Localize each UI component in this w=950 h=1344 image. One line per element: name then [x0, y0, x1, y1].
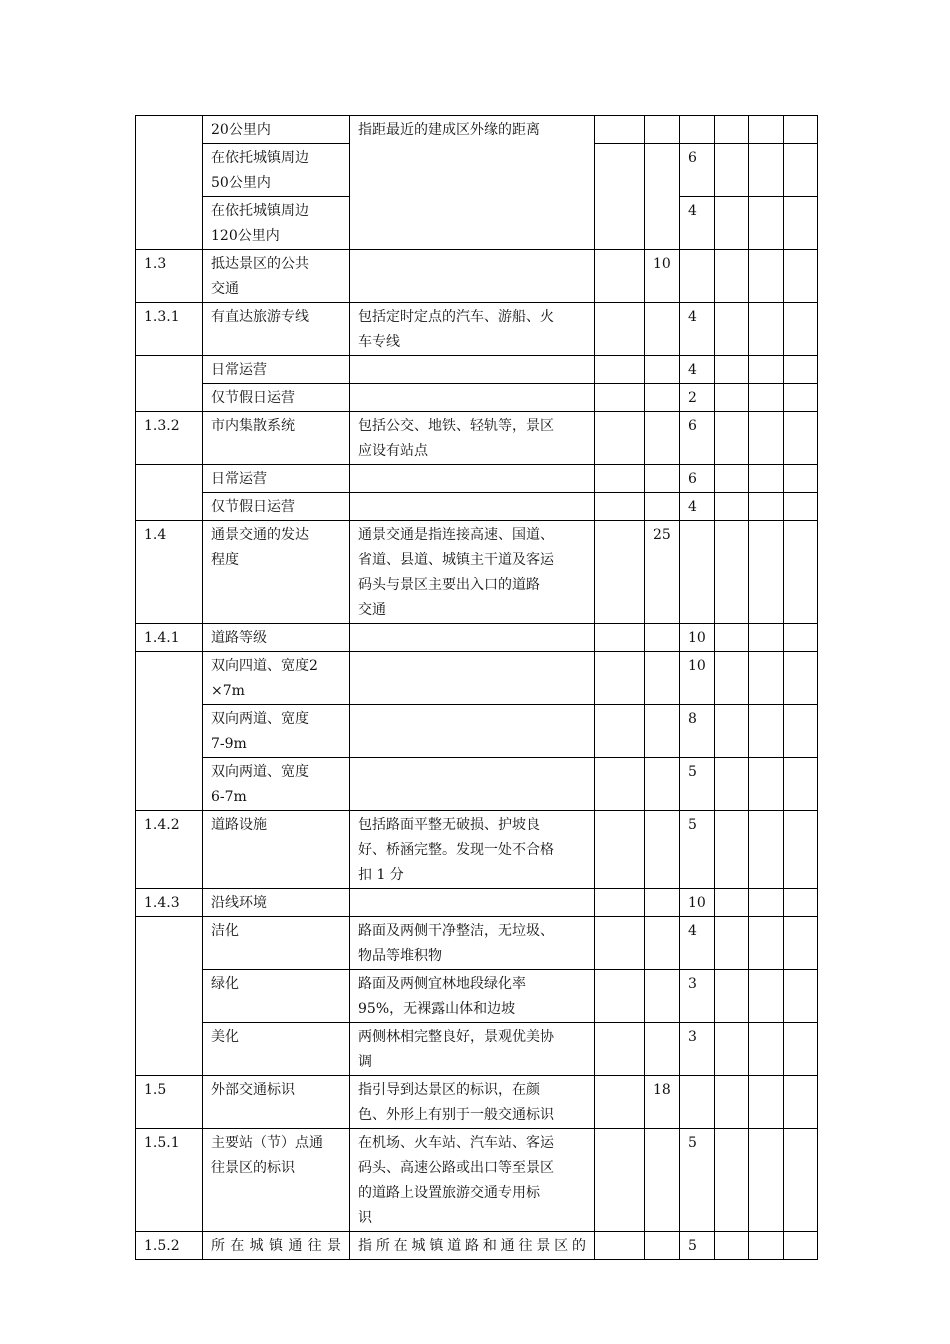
item-score: 3	[680, 1023, 715, 1076]
item-description: 两侧林相完整良好，景观优美协 调	[350, 1023, 595, 1076]
item-number: 1.4	[136, 521, 203, 624]
item-name: 绿化	[203, 970, 350, 1023]
item-number: 1.5	[136, 1076, 203, 1129]
table-row	[136, 116, 818, 144]
item-name: 通景交通的发达 程度	[203, 521, 350, 624]
table-row	[136, 1129, 818, 1232]
item-score: 4	[680, 917, 715, 970]
item-name: 仅节假日运营	[203, 493, 350, 521]
item-name: 有直达旅游专线	[203, 303, 350, 356]
item-number: 1.3.1	[136, 303, 203, 356]
table-row	[136, 758, 818, 811]
table-row	[136, 384, 818, 412]
item-description: 指引导到达景区的标识，在颜 色、外形上有别于一般交通标识	[350, 1076, 595, 1129]
item-name: 双向两道、宽度 7-9m	[203, 705, 350, 758]
item-name: 仅节假日运营	[203, 384, 350, 412]
item-number: 1.5.1	[136, 1129, 203, 1232]
item-score: 10	[680, 624, 715, 652]
item-score: 5	[680, 1232, 715, 1260]
item-score: 8	[680, 705, 715, 758]
item-description: 路面及两侧干净整洁，无垃圾、 物品等堆积物	[350, 917, 595, 970]
group-score: 18	[645, 1076, 680, 1129]
item-name: 沿线环境	[203, 889, 350, 917]
item-score: 5	[680, 811, 715, 889]
table-row	[136, 811, 818, 889]
item-score: 4	[680, 303, 715, 356]
item-number: 1.5.2	[136, 1232, 203, 1260]
item-name: 外部交通标识	[203, 1076, 350, 1129]
item-name: 道路设施	[203, 811, 350, 889]
item-score: 6	[680, 144, 715, 197]
item-score: 5	[680, 1129, 715, 1232]
table-row	[136, 705, 818, 758]
table-row	[136, 970, 818, 1023]
item-number: 1.4.2	[136, 811, 203, 889]
item-description: 包括路面平整无破损、护坡良 好、桥涵完整。发现一处不合格 扣 1 分	[350, 811, 595, 889]
table-row	[136, 1023, 818, 1076]
table-row	[136, 624, 818, 652]
table-row	[136, 1076, 818, 1129]
item-name: 美化	[203, 1023, 350, 1076]
item-description: 在机场、火车站、汽车站、客运 码头、高速公路或出口等至景区 的道路上设置旅游交通专用标 识	[350, 1129, 595, 1232]
table-row	[136, 412, 818, 465]
item-name: 洁化	[203, 917, 350, 970]
item-number: 1.3	[136, 250, 203, 303]
item-number	[136, 116, 203, 250]
item-name: 在依托城镇周边 50公里内	[203, 144, 350, 197]
item-score: 4	[680, 493, 715, 521]
item-number: 1.4.3	[136, 889, 203, 917]
table-row	[136, 465, 818, 493]
item-name: 市内集散系统	[203, 412, 350, 465]
item-score: 4	[680, 356, 715, 384]
item-score: 4	[680, 197, 715, 250]
table-row	[136, 493, 818, 521]
item-description: 包括公交、地铁、轻轨等，景区 应设有站点	[350, 412, 595, 465]
item-name: 道路等级	[203, 624, 350, 652]
table-row	[136, 889, 818, 917]
item-name: 双向两道、宽度 6-7m	[203, 758, 350, 811]
item-number: 1.3.2	[136, 412, 203, 465]
item-name: 所在城镇通往景	[203, 1232, 350, 1260]
table-row	[136, 303, 818, 356]
item-name: 双向四道、宽度2 ×7m	[203, 652, 350, 705]
item-score: 6	[680, 412, 715, 465]
item-number: 1.4.1	[136, 624, 203, 652]
item-description: 指距最近的建成区外缘的距离	[350, 116, 595, 250]
table-row	[136, 356, 818, 384]
table-row	[136, 917, 818, 970]
item-score: 3	[680, 970, 715, 1023]
item-description: 包括定时定点的汽车、游船、火 车专线	[350, 303, 595, 356]
scoring-table	[135, 115, 818, 1260]
item-description: 指所在城镇道路和通往景区的	[350, 1232, 595, 1260]
group-score: 25	[645, 521, 680, 624]
item-name: 抵达景区的公共 交通	[203, 250, 350, 303]
item-name: 在依托城镇周边 120公里内	[203, 197, 350, 250]
item-score: 6	[680, 465, 715, 493]
item-score: 5	[680, 758, 715, 811]
item-name: 日常运营	[203, 465, 350, 493]
item-score: 10	[680, 889, 715, 917]
item-score: 10	[680, 652, 715, 705]
item-name: 主要站（节）点通 往景区的标识	[203, 1129, 350, 1232]
table-row	[136, 1232, 818, 1260]
group-score: 10	[645, 250, 680, 303]
table-row	[136, 652, 818, 705]
item-description: 通景交通是指连接高速、国道、 省道、县道、城镇主干道及客运 码头与景区主要出入口的道路 交通	[350, 521, 595, 624]
item-score: 2	[680, 384, 715, 412]
table-row	[136, 250, 818, 303]
item-name: 日常运营	[203, 356, 350, 384]
table-row	[136, 521, 818, 624]
item-name: 20公里内	[203, 116, 350, 144]
item-description: 路面及两侧宜林地段绿化率 95%，无裸露山体和边坡	[350, 970, 595, 1023]
